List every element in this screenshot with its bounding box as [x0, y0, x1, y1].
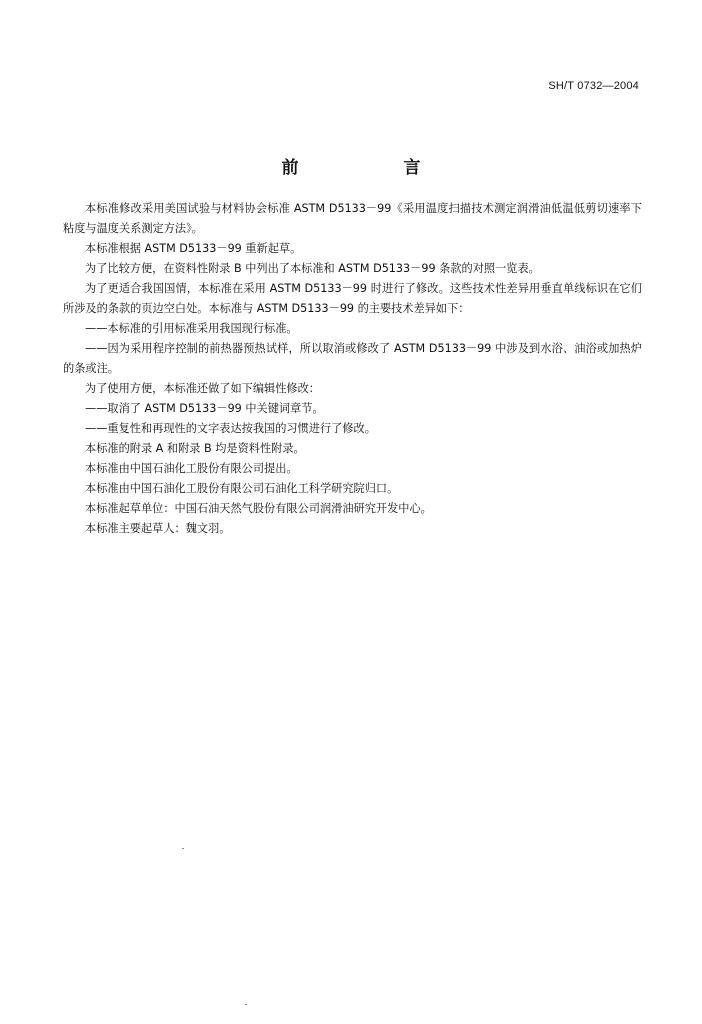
paragraph-editorial-precision: ——重复性和再现性的文字表达按我国的习惯进行了修改。 [85, 422, 376, 435]
paragraph-drafting-unit: 本标准起草单位：中国石油天然气股份有限公司润滑油研究开发中心。 [85, 502, 432, 515]
foreword-body [63, 199, 642, 539]
paragraph-modifications: 为了更适合我国国情，本标准在采用 ASTM D5133－99 时进行了修改。这些技术性差异用垂直单线标识在它们所涉及的条款的页边空白处。本标准与 ASTM D5133－99 的主要技术差异如下： [63, 282, 642, 315]
paragraph-redrafted: 本标准根据 ASTM D5133－99 重新起草。 [85, 242, 302, 255]
paragraph-annexes: 本标准的附录 A 和附录 B 均是资料性附录。 [85, 442, 305, 455]
paragraph-diff-preheater: ——因为采用程序控制的前热器预热试样，所以取消或修改了 ASTM D5133－99 中涉及到水浴、油浴或加热炉的条或注。 [63, 342, 642, 375]
paragraph-drafter: 本标准主要起草人：魏文羽。 [85, 522, 231, 535]
paragraph-editorial-intro: 为了使用方便，本标准还做了如下编辑性修改： [85, 382, 320, 395]
paragraph-adoption: 本标准修改采用美国试验与材料协会标准 ASTM D5133－99《采用温度扫描技术测定润滑油低温低剪切速率下粘度与温度关系测定方法》。 [63, 202, 642, 235]
paragraph-comparison-table: 为了比较方便，在资料性附录 B 中列出了本标准和 ASTM D5133－99 条款的对照一览表。 [85, 262, 540, 275]
paragraph-centralized: 本标准由中国石油化工股份有限公司石油化工科学研究院归口。 [85, 482, 399, 495]
paragraph-proposer: 本标准由中国石油化工股份有限公司提出。 [85, 462, 298, 475]
paragraph-editorial-keywords: ——取消了 ASTM D5133－99 中关键词章节。 [85, 402, 324, 415]
page-title: 前 言 [281, 158, 465, 178]
scan-speck [245, 1004, 247, 1005]
standard-code: SH/T 0732—2004 [548, 80, 639, 92]
paragraph-diff-references: ——本标准的引用标准采用我国现行标准。 [85, 322, 298, 335]
scan-speck [182, 848, 184, 849]
